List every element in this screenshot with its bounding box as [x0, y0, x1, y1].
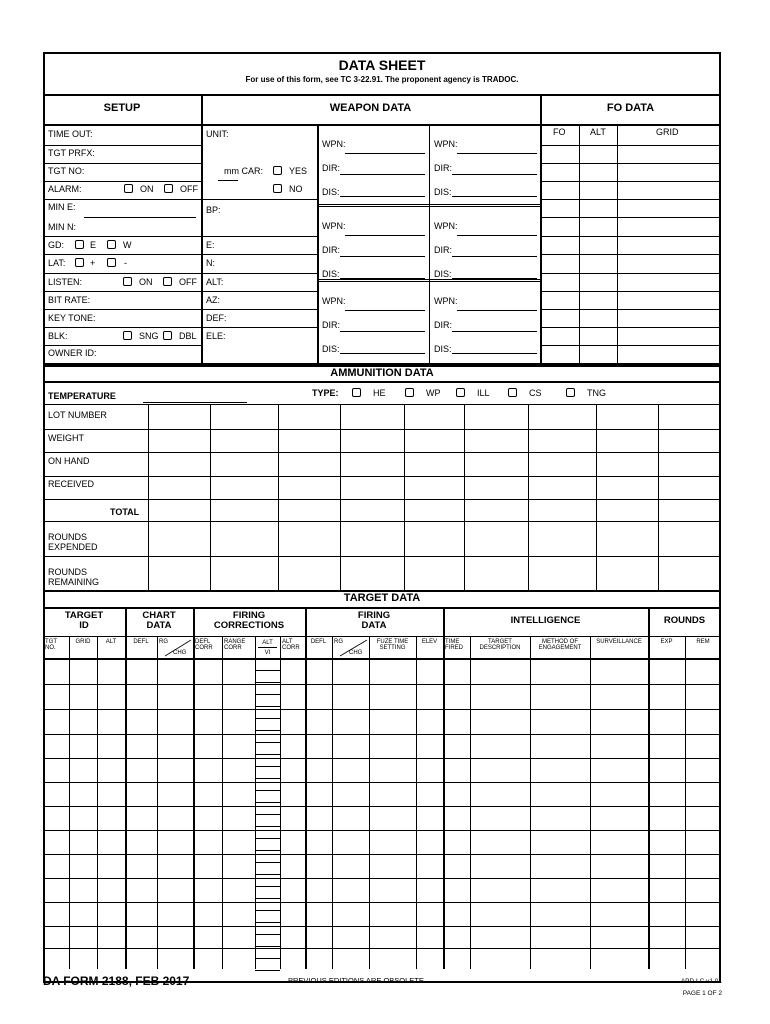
defl-corr-subheader: DEFL CORR	[195, 639, 213, 652]
page-number: PAGE 1 OF 2	[682, 990, 722, 997]
elev-subheader: ELEV	[421, 639, 438, 645]
defl2-subheader: DEFL	[310, 639, 327, 645]
chart-data-header: CHART DATA	[142, 610, 176, 631]
min-e-field[interactable]	[84, 217, 196, 218]
setup-heading: SETUP	[103, 102, 141, 114]
ammo-row-rounds-expended: ROUNDS EXPENDED	[48, 532, 98, 552]
dir-left-3-label: DIR:	[322, 320, 340, 330]
gd-e-label: E	[90, 240, 97, 250]
type-cs-label: CS	[529, 388, 542, 398]
wpn-left-1-label: WPN:	[322, 139, 346, 149]
alarm-on-checkbox[interactable]	[124, 184, 133, 193]
dis-left-1-field[interactable]	[340, 196, 425, 197]
dis-left-1-label: DIS:	[322, 187, 340, 197]
dir-left-2-label: DIR:	[322, 245, 340, 255]
chg2-subheader: CHG	[349, 650, 363, 656]
ammo-row-received: RECEIVED	[48, 479, 95, 489]
exp-subheader: EXP	[660, 639, 673, 645]
wpn-right-1-label: WPN:	[434, 139, 458, 149]
obsolete-note: PREVIOUS EDITIONS ARE OBSOLETE.	[288, 976, 426, 985]
target-data-heading: TARGET DATA	[343, 592, 421, 604]
wpn-right-3-field[interactable]	[457, 310, 537, 311]
ammo-row-rounds-remaining: ROUNDS REMAINING	[48, 567, 100, 587]
lat-plus-checkbox[interactable]	[75, 258, 84, 267]
lat-label: LAT:	[48, 258, 66, 268]
type-he-label: HE	[373, 388, 386, 398]
wpn-right-2-label: WPN:	[434, 221, 458, 231]
dir-right-2-label: DIR:	[434, 245, 452, 255]
bp-label: BP:	[206, 205, 221, 215]
tgt-no-label: TGT NO:	[48, 166, 85, 176]
dir-left-2-field[interactable]	[340, 256, 425, 257]
rounds-header: ROUNDS	[663, 615, 706, 626]
form-subtitle: For use of this form, see TC 3-22.91. The proponent agency is TRADOC.	[245, 75, 519, 84]
wpn-right-3-label: WPN:	[434, 296, 458, 306]
wpn-left-2-label: WPN:	[322, 221, 346, 231]
min-e-label: MIN E:	[48, 202, 76, 212]
unit-alt-label: ALT:	[206, 277, 224, 287]
unit-ele-label: ELE:	[206, 331, 226, 341]
dir-right-2-field[interactable]	[452, 256, 537, 257]
dis-right-1-field[interactable]	[452, 196, 537, 197]
lat-plus-label: +	[90, 258, 96, 268]
lat-minus-checkbox[interactable]	[107, 258, 116, 267]
defl-subheader: DEFL	[133, 639, 149, 645]
dir-right-3-field[interactable]	[452, 331, 537, 332]
temperature-field[interactable]	[143, 402, 247, 403]
lat-minus-label: -	[124, 258, 127, 268]
type-tng-label: TNG	[587, 388, 606, 398]
gd-e-checkbox[interactable]	[75, 240, 84, 249]
ammo-row-weight: WEIGHT	[48, 433, 84, 443]
unit-n-label: N:	[206, 258, 215, 268]
bit-rate-label: BIT RATE:	[48, 295, 91, 305]
fo-data-heading: FO DATA	[606, 102, 655, 114]
fo-col-grid: GRID	[656, 127, 679, 137]
tgt-prfx-label: TGT PRFX:	[48, 148, 95, 158]
range-corr-subheader: RANGE CORR	[224, 639, 246, 652]
car-yes-label: YES	[289, 166, 308, 176]
vi-subheader: VI	[264, 650, 271, 656]
unit-az-label: AZ:	[206, 295, 221, 305]
listen-on-checkbox[interactable]	[123, 277, 132, 286]
listen-on-label: ON	[139, 277, 153, 287]
dis-left-2-label: DIS:	[322, 269, 340, 279]
rg-chg-divider	[157, 636, 193, 658]
car-no-label: NO	[289, 184, 303, 194]
blk-sng-label: SNG	[139, 331, 159, 341]
dir-left-3-field[interactable]	[340, 331, 425, 332]
alt-subheader: ALT	[105, 639, 117, 645]
type-he-checkbox[interactable]	[352, 388, 361, 397]
unit-def-label: DEF:	[206, 313, 227, 323]
rg-chg-divider	[332, 636, 369, 658]
dis-right-2-label: DIS:	[434, 269, 452, 279]
listen-off-label: OFF	[179, 277, 197, 287]
type-wp-checkbox[interactable]	[405, 388, 414, 397]
type-label: TYPE:	[312, 388, 339, 398]
alt-subheader: ALT	[262, 640, 273, 646]
type-tng-checkbox[interactable]	[566, 388, 575, 397]
dis-right-2-field[interactable]	[452, 278, 537, 279]
blk-dbl-checkbox[interactable]	[163, 331, 172, 340]
alarm-off-checkbox[interactable]	[164, 184, 173, 193]
unit-e-label: E:	[206, 240, 215, 250]
car-yes-checkbox[interactable]	[273, 166, 282, 175]
gd-w-label: W	[123, 240, 132, 250]
tgt-no-subheader: TGT NO.	[45, 639, 57, 652]
car-no-checkbox[interactable]	[273, 184, 282, 193]
time-fired-subheader: TIME FIRED	[445, 639, 463, 652]
dis-left-2-field[interactable]	[340, 278, 425, 279]
dir-right-1-label: DIR:	[434, 163, 452, 173]
version-label: APD LC v1.01	[680, 978, 722, 985]
dis-left-3-field[interactable]	[340, 353, 425, 354]
mm-car-label: mm CAR:	[224, 166, 263, 176]
wpn-left-1-field[interactable]	[345, 153, 425, 154]
type-ill-label: ILL	[477, 388, 490, 398]
grid-subheader: GRID	[75, 639, 91, 645]
listen-off-checkbox[interactable]	[163, 277, 172, 286]
rg2-subheader: RG	[334, 639, 343, 645]
wpn-left-3-label: WPN:	[322, 296, 346, 306]
listen-label: LISTEN:	[48, 277, 83, 287]
min-n-label: MIN N:	[48, 222, 76, 232]
gd-w-checkbox[interactable]	[107, 240, 116, 249]
dis-right-3-field[interactable]	[452, 353, 537, 354]
alt-corr-subheader: ALT CORR	[282, 639, 300, 652]
dis-left-3-label: DIS:	[322, 344, 340, 354]
alarm-off-label: OFF	[180, 184, 198, 194]
chg-subheader: CHG	[173, 650, 187, 656]
fuze-subheader: FUZE TIME SETTING	[376, 639, 409, 652]
intelligence-header: INTELLIGENCE	[510, 615, 581, 626]
key-tone-label: KEY TONE:	[48, 313, 96, 323]
ammo-row-total: TOTAL	[110, 507, 140, 517]
dir-right-3-label: DIR:	[434, 320, 452, 330]
blk-dbl-label: DBL	[179, 331, 197, 341]
alarm-label: ALARM:	[48, 184, 82, 194]
dis-right-1-label: DIS:	[434, 187, 452, 197]
page-title: DATA SHEET	[338, 57, 426, 73]
weapon-data-heading: WEAPON DATA	[329, 102, 412, 114]
type-wp-label: WP	[426, 388, 441, 398]
wpn-right-2-field[interactable]	[457, 235, 537, 236]
dir-right-1-field[interactable]	[452, 174, 537, 175]
form-number: DA FORM 2188, FEB 2017	[43, 974, 190, 988]
blk-sng-checkbox[interactable]	[123, 331, 132, 340]
target-id-header: TARGET ID	[64, 610, 104, 631]
ammunition-data-heading: AMMUNITION DATA	[330, 367, 434, 379]
unit-label: UNIT:	[206, 129, 229, 139]
gd-label: GD:	[48, 240, 65, 250]
wpn-right-1-field[interactable]	[457, 153, 537, 154]
target-desc-subheader: TARGET DESCRIPTION	[479, 639, 521, 652]
owner-id-label: OWNER ID:	[48, 348, 97, 358]
firing-corrections-header: FIRING CORRECTIONS	[213, 610, 285, 631]
temperature-label: TEMPERATURE	[48, 391, 116, 401]
blk-label: BLK:	[48, 331, 68, 341]
type-ill-checkbox[interactable]	[456, 388, 465, 397]
fo-col-alt: ALT	[590, 127, 606, 137]
wpn-left-3-field[interactable]	[345, 310, 425, 311]
surveillance-subheader: SURVEILLANCE	[596, 639, 642, 645]
alarm-on-label: ON	[140, 184, 154, 194]
rem-subheader: REM	[696, 639, 710, 645]
time-out-label: TIME OUT:	[48, 129, 93, 139]
type-cs-checkbox[interactable]	[508, 388, 517, 397]
dir-left-1-label: DIR:	[322, 163, 340, 173]
rg-subheader: RG	[159, 639, 168, 645]
wpn-left-2-field[interactable]	[345, 235, 425, 236]
fo-col-fo: FO	[553, 127, 566, 137]
dir-left-1-field[interactable]	[340, 174, 425, 175]
mm-car-field[interactable]	[218, 180, 238, 181]
firing-data-header: FIRING DATA	[357, 610, 391, 631]
ammo-row-lot-number: LOT NUMBER	[48, 410, 107, 420]
dis-right-3-label: DIS:	[434, 344, 452, 354]
ammo-row-on-hand: ON HAND	[48, 456, 90, 466]
method-subheader: METHOD OF ENGAGEMENT	[538, 639, 582, 652]
